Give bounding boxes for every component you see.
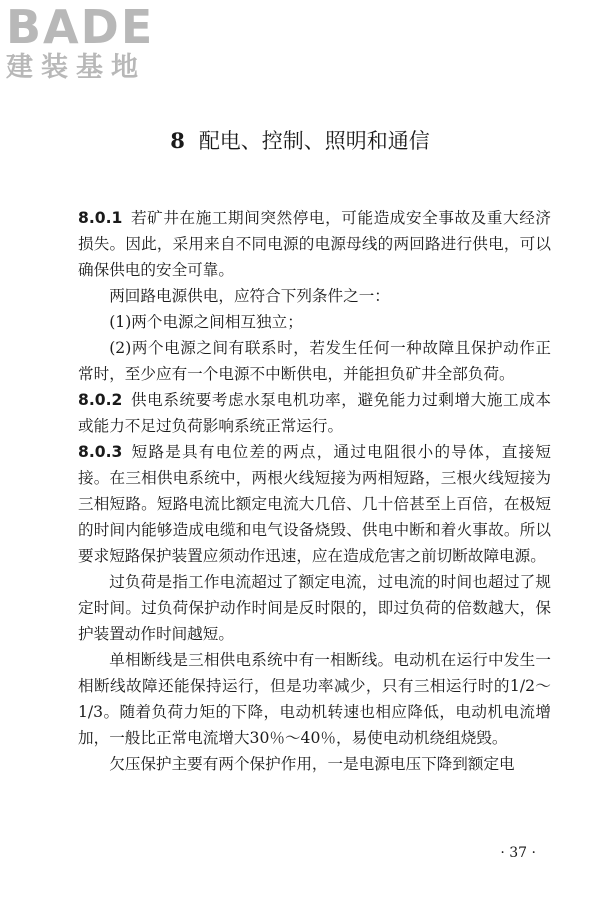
watermark-logo-text: BADE xyxy=(6,0,155,54)
paragraph-text: 过负荷是指工作电流超过了额定电流，过电流的时间也超过了规定时间。过负荷保护动作时间是反时限的，即过负荷的倍数越大，保护装置动作时间越短。 xyxy=(78,573,551,643)
chapter-heading xyxy=(0,126,600,156)
clause-number: 8.0.1 xyxy=(78,209,123,227)
paragraph xyxy=(78,647,551,751)
list-item xyxy=(78,335,551,387)
paragraph-text: 欠压保护主要有两个保护作用，一是电源电压下降到额定电 xyxy=(109,755,515,773)
paragraph xyxy=(78,283,551,309)
list-item xyxy=(78,309,551,335)
watermark-logo-subtext: 建装基地 xyxy=(6,52,146,83)
paragraph-text: 供电系统要考虑水泵电机功率，避免能力过剩增大施工成本或能力不足过负荷影响系统正常运行。 xyxy=(78,391,551,435)
clause-number: 8.0.2 xyxy=(78,391,123,409)
paragraph-8-0-2 xyxy=(78,387,551,439)
paragraph xyxy=(78,751,551,777)
clause-number: 8.0.3 xyxy=(78,443,123,461)
watermark-logo xyxy=(6,2,178,94)
chapter-number: 8 xyxy=(170,128,185,153)
paragraph-8-0-1 xyxy=(78,205,551,283)
paragraph-text: 两回路电源供电，应符合下列条件之一： xyxy=(109,287,390,305)
paragraph-text: (1)两个电源之间相互独立； xyxy=(109,313,303,331)
document-body xyxy=(78,205,551,777)
paragraph-text: 单相断线是三相供电系统中有一相断线。电动机在运行中发生一相断线故障还能保持运行，但是功率减少，只有三相运行时的1/2～1/3。随着负荷力矩的下降，电动机转速也相应降低，电动机电流增加，一般比正常电流增大30％～40％，易使电动机绕组烧毁。 xyxy=(78,651,551,747)
paragraph-text: 短路是具有电位差的两点，通过电阻很小的导体，直接短接。在三相供电系统中，两根火线短接为两相短路，三根火线短接为三相短路。短路电流比额定电流大几倍、几十倍甚至上百倍，在极短的时间内能够造成电缆和电气设备烧毁、供电中断和着火事故。所以要求短路保护装置应须动作迅速，应在造成危害之前切断故障电源。 xyxy=(78,443,551,565)
chapter-title: 配电、控制、照明和通信 xyxy=(198,129,430,153)
paragraph-text: (2)两个电源之间有联系时，若发生任何一种故障且保护动作正常时，至少应有一个电源不中断供电，并能担负矿井全部负荷。 xyxy=(78,339,551,383)
paragraph xyxy=(78,569,551,647)
paragraph-8-0-3 xyxy=(78,439,551,569)
paragraph-text: 若矿井在施工期间突然停电，可能造成安全事故及重大经济损失。因此，采用来自不同电源的电源母线的两回路进行供电，可以确保供电的安全可靠。 xyxy=(78,209,551,279)
page-number: · 37 · xyxy=(500,845,536,861)
